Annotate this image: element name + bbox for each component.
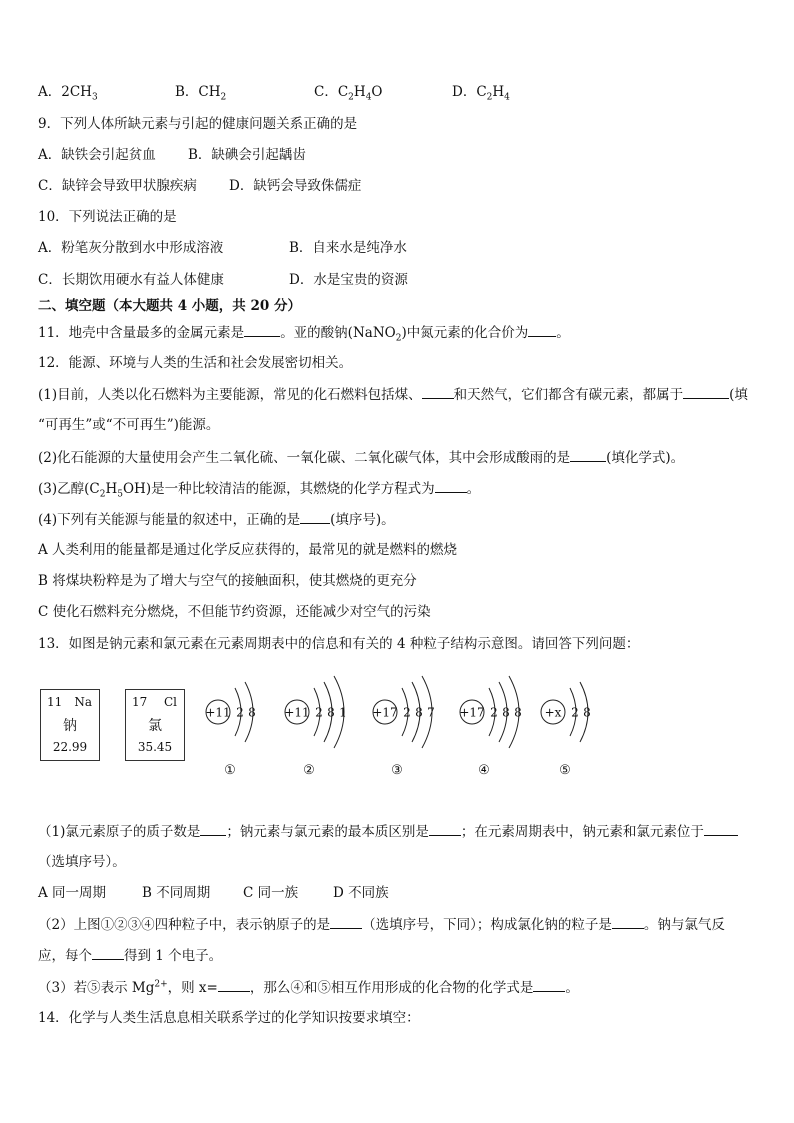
q12-blank-5[interactable] [300, 510, 330, 524]
particle-diagram-2 [284, 676, 346, 778]
element-symbol: Cl [163, 695, 177, 709]
q12-sub1-line1: (1)目前，人类以化石燃料为主要能源，常见的化石燃料包括煤、 和天然气，它们都含有碳元素，都属于 (填 [38, 387, 748, 403]
q13-sub1-line1: （1)氯元素原子的质子数是 ；钠元素与氯元素的最本质区别是 ；在元素周期表中，钠元素和氯元素位于 [38, 822, 738, 841]
particle-diagrams [0, 670, 794, 800]
q10-option-d: D．水是宝贵的资源 [289, 272, 408, 288]
particle-diagram-4 [459, 676, 521, 778]
q10-option-b: B．自来水是纯净水 [289, 240, 407, 256]
q13-option-b: B 不同周期 [142, 885, 211, 901]
q13-sub2-line1: （2）上图①②③④四种粒子中，表示钠原子的是 （选填序号，下同）；构成氯化钠的粒子是 。钠与氯气反 [38, 917, 725, 933]
element-name: 钠 [63, 718, 77, 734]
shell-electron-count: 2 [571, 705, 579, 720]
q12-sub3: (3)乙醇$(C_2H_5OH)$是一种比较清洁的能源，其燃烧的化学方程式为 。 [38, 481, 481, 500]
q8-option-d: D．$C_2H_4$ [452, 84, 510, 103]
q9-stem: 9．下列人体所缺元素与引起的健康问题关系正确的是 [38, 116, 358, 132]
q13-blank-7[interactable] [218, 978, 250, 992]
q12-blank-1[interactable] [422, 385, 454, 399]
q13-sub3: （3）若⑤表示 $Mg^{2+}$，则 x= ，那么④和⑤相互作用形成的化合物的化学式是 。 [38, 979, 579, 996]
atomic-number: 11 [47, 695, 63, 709]
q9-option-b: B．缺碘会引起龋齿 [188, 147, 306, 163]
shell-electron-count: 8 [502, 705, 510, 720]
particle-label: ③ [391, 763, 403, 778]
atomic-mass: 22.99 [52, 740, 88, 754]
particle-diagram-3 [372, 676, 434, 778]
q13-blank-1[interactable] [200, 822, 226, 836]
shell-electron-count: 1 [339, 705, 347, 720]
q10-option-a: A．粉笔灰分散到水中形成溶液 [38, 240, 224, 256]
q11-blank-1[interactable] [244, 323, 280, 337]
q13-blank-5[interactable] [612, 915, 644, 929]
q13-blank-2[interactable] [429, 822, 461, 836]
shell-electron-count: 2 [403, 705, 411, 720]
q12-option-a: A 人类利用的能量都是通过化学反应获得的，最常见的就是燃料的燃烧 [38, 542, 458, 558]
q13-blank-6[interactable] [92, 946, 124, 960]
q9-option-c: C．缺锌会导致甲状腺疾病 [38, 178, 197, 194]
shell-electron-count: 8 [514, 705, 522, 720]
q14-stem: 14．化学与人类生活息息相关联系学过的化学知识按要求填空： [38, 1010, 420, 1026]
q12-blank-4[interactable] [435, 479, 467, 493]
q13-option-a: A 同一周期 [38, 885, 107, 901]
q12-option-b: B 将煤块粉粹是为了增大与空气的接触面积，使其燃烧的更充分 [38, 573, 417, 589]
q12-sub1-line2: “可再生”或“不可再生”)能源。 [38, 417, 220, 433]
element-symbol: Na [74, 695, 92, 709]
q10-stem: 10．下列说法正确的是 [38, 209, 177, 225]
q8-option-c: C．$C_2H_4O$ [314, 84, 383, 103]
q9-option-d: D．缺钙会导致侏儒症 [229, 178, 362, 194]
q11-blank-2[interactable] [528, 323, 556, 337]
nucleus-charge: +11 [284, 705, 310, 720]
q8-option-a: A．$2CH_3$ [38, 84, 98, 103]
q11-text: 11．地壳中含量最多的金属元素是 。亚的酸钠(NaNO$_2$)中氮元素的化合价为 。 [38, 325, 570, 344]
q13-option-c: C 同一族 [243, 885, 299, 901]
shell-electron-count: 8 [248, 705, 256, 720]
particle-diagram-5 [541, 682, 591, 778]
q9-option-a: A．缺铁会引起贫血 [38, 147, 156, 163]
nucleus-charge: +17 [459, 705, 485, 720]
element-name: 氯 [148, 718, 162, 734]
q8-option-b: B．$CH_2$ [175, 84, 227, 103]
q13-blank-3[interactable] [704, 822, 738, 836]
q12-option-c: C 使化石燃料充分燃烧，不但能节约资源，还能减少对空气的污染 [38, 604, 431, 620]
q12-blank-2[interactable] [683, 385, 729, 399]
atomic-number: 17 [132, 695, 148, 709]
q13-blank-8[interactable] [533, 978, 565, 992]
shell-electron-count: 2 [236, 705, 244, 720]
q13-sub2-line2: 应，每个 得到 1 个电子。 [38, 948, 223, 964]
particle-diagram-1 [205, 682, 255, 778]
nucleus-charge: +17 [372, 705, 398, 720]
nucleus-charge: +x [544, 705, 562, 720]
q10-option-c: C．长期饮用硬水有益人体健康 [38, 272, 224, 288]
q13-blank-4[interactable] [330, 915, 362, 929]
shell-electron-count: 8 [327, 705, 335, 720]
particle-label: ② [303, 763, 315, 778]
nucleus-charge: +11 [205, 705, 231, 720]
particle-label: ⑤ [559, 763, 571, 778]
q13-stem: 13．如图是钠元素和氯元素在元素周期表中的信息和有关的 4 种粒子结构示意图。请回答下列问题： [38, 636, 640, 652]
section-title: 二、填空题（本大题共 4 小题，共 20 分） [38, 298, 301, 314]
q13-option-d: D 不同族 [333, 885, 389, 901]
q12-stem: 12．能源、环境与人类的生活和社会发展密切相关。 [38, 355, 353, 371]
shell-electron-count: 8 [583, 705, 591, 720]
shell-electron-count: 8 [415, 705, 423, 720]
atomic-mass: 35.45 [137, 740, 173, 754]
shell-electron-count: 2 [315, 705, 323, 720]
q12-blank-3[interactable] [570, 448, 606, 462]
q13-sub1-line2: （选填序号）。 [38, 854, 126, 870]
particle-label: ① [224, 763, 236, 778]
q12-sub2: (2)化石能源的大量使用会产生二氧化硫、一氧化碳、二氧化碳气体，其中会形成酸雨的是 (填化学式)。 [38, 450, 685, 466]
particle-label: ④ [478, 763, 490, 778]
shell-electron-count: 7 [427, 705, 435, 720]
shell-electron-count: 2 [490, 705, 498, 720]
q12-sub4: (4)下列有关能源与能量的叙述中，正确的是 (填序号)。 [38, 512, 395, 528]
